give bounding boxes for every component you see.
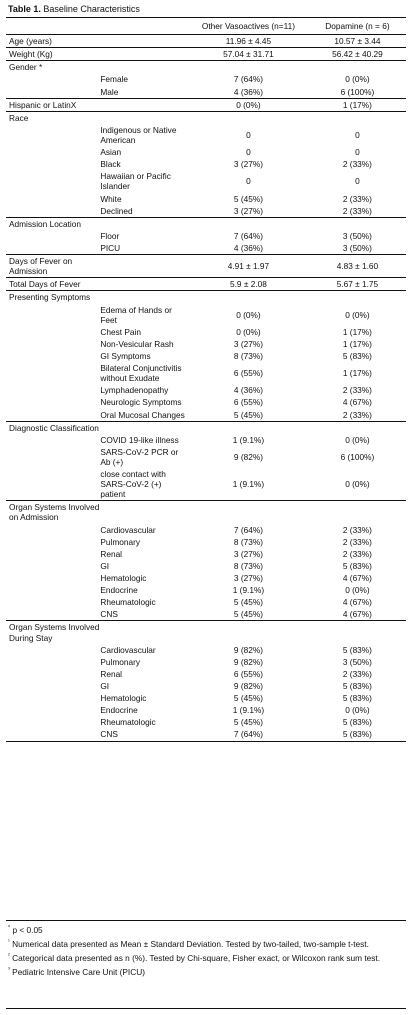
value-other-vasoactives: 5.9 ± 2.08 <box>188 278 309 291</box>
table-title-text: Baseline Characteristics <box>43 4 140 14</box>
value-dopamine: 3 (50%) <box>309 242 406 255</box>
table-row <box>6 421 406 434</box>
footnotes <box>8 925 404 981</box>
value-dopamine <box>309 501 406 524</box>
value-other-vasoactives: 11.96 ± 4.45 <box>188 35 309 48</box>
value-dopamine: 0 (0%) <box>345 309 370 320</box>
footnote-mark: * <box>8 925 11 932</box>
table-row <box>6 124 406 146</box>
row-sublabel: close contact with SARS-CoV-2 (+) patient <box>100 468 188 501</box>
table-row <box>6 205 406 218</box>
footnote-text: Pediatric Intensive Care Unit (PICU) <box>12 967 145 978</box>
row-label: Gender * <box>9 62 43 73</box>
value-dopamine: 6 (100%) <box>340 451 375 462</box>
value-dopamine: 2 (33%) <box>342 193 372 204</box>
row-label <box>6 384 100 396</box>
row-label <box>6 193 100 205</box>
table-row <box>6 468 406 501</box>
table-row <box>6 584 406 596</box>
value-other-vasoactives <box>188 421 309 434</box>
footnote-text: Numerical data presented as Mean ± Standard Deviation. Tested by two-tailed, two-sample t-test. <box>12 939 369 950</box>
row-sublabel <box>100 255 188 278</box>
value-other-vasoactives <box>188 501 309 524</box>
value-dopamine: 10.57 ± 3.44 <box>309 35 406 48</box>
row-label <box>6 124 100 146</box>
header-col1 <box>6 18 100 35</box>
value-other-vasoactives: 0 <box>246 176 251 187</box>
value-dopamine: 4 (67%) <box>342 573 372 584</box>
row-label <box>6 680 100 692</box>
row-sublabel: COVID 19-like illness <box>100 434 179 445</box>
bottom-rule <box>6 1008 406 1009</box>
row-sublabel: Bilateral Conjunctivitis without Exudate <box>100 363 182 384</box>
value-dopamine: 5 (83%) <box>342 560 372 571</box>
row-label <box>6 572 100 584</box>
value-other-vasoactives: 1 (9.1%) <box>232 705 265 716</box>
value-other-vasoactives: 4.91 ± 1.97 <box>188 255 309 278</box>
row-sublabel: White <box>100 193 122 204</box>
row-label <box>6 409 100 422</box>
table-row <box>6 255 406 278</box>
row-sublabel: Black <box>100 159 121 170</box>
row-sublabel: Lymphadenopathy <box>100 385 169 396</box>
table-row <box>6 111 406 124</box>
value-other-vasoactives: 3 (27%) <box>188 205 309 218</box>
row-label: Diagnostic Classification <box>9 422 99 433</box>
value-dopamine <box>309 217 406 230</box>
row-label <box>6 170 100 192</box>
value-other-vasoactives: 4 (36%) <box>188 86 309 99</box>
value-other-vasoactives: 5 (45%) <box>188 409 309 422</box>
value-other-vasoactives: 57.04 ± 31.71 <box>188 48 309 61</box>
row-label <box>6 158 100 170</box>
row-sublabel: CNS <box>100 608 188 621</box>
value-other-vasoactives: 6 (55%) <box>233 668 263 679</box>
value-other-vasoactives: 9 (82%) <box>233 656 263 667</box>
table-row <box>6 73 406 85</box>
row-sublabel: Hawaiian or Pacific Islander <box>100 171 171 192</box>
row-sublabel: Pulmonary <box>100 656 141 667</box>
table-row <box>6 596 406 608</box>
row-sublabel: Endocrine <box>100 585 138 596</box>
value-other-vasoactives: 9 (82%) <box>233 644 263 655</box>
value-other-vasoactives: 7 (64%) <box>233 74 263 85</box>
value-other-vasoactives: 8 (73%) <box>233 560 263 571</box>
value-other-vasoactives <box>188 217 309 230</box>
value-other-vasoactives: 5 (45%) <box>188 608 309 621</box>
table-row <box>6 409 406 422</box>
value-other-vasoactives: 0 (0%) <box>188 98 309 111</box>
row-label <box>6 548 100 560</box>
row-sublabel: GI <box>100 681 110 692</box>
table-row <box>6 98 406 111</box>
row-label: Total Days of Fever <box>6 278 100 291</box>
row-label <box>6 230 100 242</box>
table-row <box>6 35 406 48</box>
table-row <box>6 362 406 384</box>
value-other-vasoactives: 3 (27%) <box>233 338 263 349</box>
row-label <box>6 146 100 158</box>
row-label: Admission Location <box>9 218 81 229</box>
table-row <box>6 350 406 362</box>
row-label <box>6 446 100 468</box>
row-sublabel <box>100 48 188 61</box>
row-sublabel: Chest Pain <box>100 326 141 337</box>
value-other-vasoactives: 4 (36%) <box>188 242 309 255</box>
value-other-vasoactives: 0 <box>246 129 251 140</box>
value-dopamine: 3 (50%) <box>342 230 372 241</box>
table-row <box>6 338 406 350</box>
value-other-vasoactives <box>188 291 309 304</box>
row-sublabel: Neurologic Symptoms <box>100 397 182 408</box>
table-row <box>6 621 406 644</box>
footnote <box>8 925 404 935</box>
table-row <box>6 572 406 584</box>
value-other-vasoactives: 8 (73%) <box>233 350 263 361</box>
footnote-text: Categorical data presented as n (%). Tested by Chi-square, Fisher exact, or Wilcoxon rank sum test. <box>12 953 380 964</box>
value-other-vasoactives: 7 (64%) <box>233 230 263 241</box>
table-row <box>6 158 406 170</box>
row-sublabel: Oral Mucosal Changes <box>100 409 188 422</box>
row-sublabel <box>100 111 188 124</box>
row-label <box>6 396 100 408</box>
row-label <box>6 704 100 716</box>
table-row <box>6 242 406 255</box>
value-other-vasoactives: 6 (55%) <box>233 397 263 408</box>
table-row <box>6 446 406 468</box>
value-dopamine: 2 (33%) <box>342 548 372 559</box>
row-label: Hispanic or LatinX <box>6 98 100 111</box>
table-row <box>6 230 406 242</box>
row-sublabel: Rheumatologic <box>100 717 156 728</box>
table-row <box>6 704 406 716</box>
table-title <box>8 4 140 14</box>
table-row <box>6 384 406 396</box>
row-label <box>6 656 100 668</box>
row-label <box>6 668 100 680</box>
value-dopamine: 0 <box>355 147 360 158</box>
value-dopamine: 6 (100%) <box>309 86 406 99</box>
value-dopamine: 0 (0%) <box>309 468 406 501</box>
header-other-vasoactives: Other Vasoactives (n=11) <box>188 18 309 35</box>
row-label <box>6 86 100 99</box>
value-dopamine: 4 (67%) <box>309 608 406 621</box>
value-dopamine <box>309 621 406 644</box>
value-dopamine <box>309 61 406 74</box>
row-label: Organ Systems Involved on Admission <box>9 502 100 523</box>
value-other-vasoactives <box>188 621 309 644</box>
row-label <box>6 304 100 326</box>
value-dopamine: 5 (83%) <box>342 693 372 704</box>
value-other-vasoactives: 4 (36%) <box>233 385 263 396</box>
header-row <box>6 18 406 35</box>
value-dopamine: 0 (0%) <box>345 74 370 85</box>
row-label <box>6 524 100 536</box>
value-dopamine: 5 (83%) <box>342 350 372 361</box>
row-sublabel <box>100 421 188 434</box>
row-label <box>6 596 100 608</box>
footnote <box>8 939 404 949</box>
table-body <box>6 35 406 741</box>
table-row <box>6 716 406 728</box>
table-row <box>6 668 406 680</box>
row-sublabel: Declined <box>100 205 188 218</box>
table-row <box>6 146 406 158</box>
row-sublabel: Male <box>100 86 188 99</box>
header-col2 <box>100 18 188 35</box>
value-other-vasoactives: 8 (73%) <box>233 536 263 547</box>
row-sublabel <box>100 501 188 524</box>
value-dopamine: 5 (83%) <box>342 681 372 692</box>
row-sublabel: Female <box>100 74 129 85</box>
value-dopamine: 2 (33%) <box>342 668 372 679</box>
value-other-vasoactives <box>188 61 309 74</box>
row-sublabel: Indigenous or Native American <box>100 124 177 145</box>
value-dopamine <box>309 421 406 434</box>
value-other-vasoactives: 0 <box>246 147 251 158</box>
row-label <box>6 326 100 338</box>
row-sublabel <box>100 35 188 48</box>
table-row <box>6 217 406 230</box>
value-other-vasoactives: 9 (82%) <box>233 451 263 462</box>
row-sublabel: Asian <box>100 147 122 158</box>
value-other-vasoactives: 5 (45%) <box>233 193 263 204</box>
value-other-vasoactives: 7 (64%) <box>233 524 263 535</box>
row-label <box>6 362 100 384</box>
footnote <box>8 953 404 963</box>
value-other-vasoactives: 5 (45%) <box>233 597 263 608</box>
table-row <box>6 326 406 338</box>
table-row <box>6 396 406 408</box>
table-row <box>6 434 406 446</box>
row-sublabel <box>100 291 188 304</box>
value-dopamine: 0 <box>355 129 360 140</box>
row-label <box>6 644 100 656</box>
table-row <box>6 86 406 99</box>
footnote-mark: ³ <box>8 967 10 974</box>
value-dopamine: 0 (0%) <box>345 705 370 716</box>
row-sublabel: Hematologic <box>100 693 147 704</box>
footnote <box>8 967 404 977</box>
value-dopamine: 2 (33%) <box>342 159 372 170</box>
row-label <box>6 468 100 501</box>
value-dopamine <box>309 111 406 124</box>
row-sublabel: Floor <box>100 230 120 241</box>
row-sublabel: Edema of Hands or Feet <box>100 304 172 325</box>
row-sublabel: Renal <box>100 548 123 559</box>
value-dopamine: 2 (33%) <box>342 524 372 535</box>
value-dopamine: 4.83 ± 1.60 <box>309 255 406 278</box>
row-label: Race <box>9 112 29 123</box>
row-label: Presenting Symptoms <box>9 292 91 303</box>
value-dopamine: 3 (50%) <box>342 656 372 667</box>
table-row <box>6 48 406 61</box>
table-row <box>6 656 406 668</box>
value-dopamine: 5.67 ± 1.75 <box>309 278 406 291</box>
value-other-vasoactives: 7 (64%) <box>188 728 309 741</box>
row-sublabel: CNS <box>100 728 188 741</box>
table-row <box>6 536 406 548</box>
row-label: Organ Systems Involved During Stay <box>9 622 100 643</box>
value-dopamine: 2 (33%) <box>309 409 406 422</box>
row-sublabel: Rheumatologic <box>100 597 156 608</box>
value-other-vasoactives: 1 (9.1%) <box>232 585 265 596</box>
value-dopamine: 1 (17%) <box>309 98 406 111</box>
row-sublabel <box>100 61 188 74</box>
row-sublabel: Hematologic <box>100 573 147 584</box>
value-dopamine <box>309 291 406 304</box>
table-row <box>6 728 406 741</box>
row-sublabel <box>100 98 188 111</box>
table-row <box>6 291 406 304</box>
row-sublabel: GI Symptoms <box>100 350 151 361</box>
row-label <box>6 338 100 350</box>
table-row <box>6 278 406 291</box>
row-label <box>6 350 100 362</box>
table-row <box>6 61 406 74</box>
row-label <box>6 584 100 596</box>
header-dopamine: Dopamine (n = 6) <box>309 18 406 35</box>
table-row <box>6 548 406 560</box>
table-row <box>6 524 406 536</box>
table-row <box>6 170 406 192</box>
value-dopamine: 0 (0%) <box>345 434 370 445</box>
value-other-vasoactives: 0 (0%) <box>236 326 261 337</box>
table-row <box>6 193 406 205</box>
value-dopamine: 0 (0%) <box>345 585 370 596</box>
value-dopamine: 5 (83%) <box>342 717 372 728</box>
row-sublabel <box>100 278 188 291</box>
value-other-vasoactives: 1 (9.1%) <box>232 434 265 445</box>
row-label <box>6 434 100 446</box>
row-sublabel: Endocrine <box>100 705 138 716</box>
value-other-vasoactives: 5 (45%) <box>233 693 263 704</box>
value-dopamine: 2 (33%) <box>342 536 372 547</box>
table-row <box>6 692 406 704</box>
row-label <box>6 728 100 741</box>
value-other-vasoactives: 1 (9.1%) <box>188 468 309 501</box>
value-dopamine: 4 (67%) <box>342 597 372 608</box>
footnote-rule <box>6 920 406 921</box>
value-dopamine: 5 (83%) <box>309 728 406 741</box>
value-dopamine: 1 (17%) <box>342 338 372 349</box>
value-dopamine: 2 (33%) <box>309 205 406 218</box>
value-other-vasoactives: 0 (0%) <box>236 309 261 320</box>
row-sublabel <box>100 621 188 644</box>
row-label: Weight (Kg) <box>6 48 100 61</box>
row-label <box>6 608 100 621</box>
value-other-vasoactives: 6 (55%) <box>233 368 263 379</box>
row-label: Days of Fever on Admission <box>6 255 100 278</box>
table-row <box>6 304 406 326</box>
row-label <box>6 560 100 572</box>
row-label: Age (years) <box>6 35 100 48</box>
row-label <box>6 73 100 85</box>
value-other-vasoactives: 3 (27%) <box>233 548 263 559</box>
value-dopamine: 4 (67%) <box>342 397 372 408</box>
value-other-vasoactives: 3 (27%) <box>233 159 263 170</box>
value-dopamine: 5 (83%) <box>342 644 372 655</box>
row-sublabel: Cardiovascular <box>100 524 156 535</box>
row-label <box>6 692 100 704</box>
baseline-characteristics-table <box>6 17 406 742</box>
row-sublabel: GI <box>100 560 110 571</box>
row-sublabel: Non-Vesicular Rash <box>100 338 174 349</box>
table-row <box>6 644 406 656</box>
row-sublabel: PICU <box>100 242 188 255</box>
value-dopamine: 1 (17%) <box>342 326 372 337</box>
row-sublabel: Renal <box>100 668 123 679</box>
row-label <box>6 242 100 255</box>
row-sublabel: Pulmonary <box>100 536 141 547</box>
row-sublabel: SARS-CoV-2 PCR or Ab (+) <box>100 446 179 467</box>
row-sublabel <box>100 217 188 230</box>
value-dopamine: 1 (17%) <box>342 368 372 379</box>
value-dopamine: 56.42 ± 40.29 <box>309 48 406 61</box>
row-label <box>6 716 100 728</box>
value-dopamine: 2 (33%) <box>342 385 372 396</box>
value-other-vasoactives: 9 (82%) <box>233 681 263 692</box>
table-title-label: Table 1. <box>8 4 41 14</box>
value-dopamine: 0 <box>355 176 360 187</box>
table-row <box>6 680 406 692</box>
row-label <box>6 205 100 218</box>
value-other-vasoactives <box>188 111 309 124</box>
value-other-vasoactives: 3 (27%) <box>233 573 263 584</box>
table-row <box>6 560 406 572</box>
footnote-mark: ¹ <box>8 939 10 946</box>
table-row <box>6 608 406 621</box>
footnote-text: p < 0.05 <box>12 925 43 935</box>
row-sublabel: Cardiovascular <box>100 644 156 655</box>
table-row <box>6 501 406 524</box>
row-label <box>6 536 100 548</box>
value-other-vasoactives: 5 (45%) <box>233 717 263 728</box>
footnote-mark: ² <box>8 953 10 960</box>
